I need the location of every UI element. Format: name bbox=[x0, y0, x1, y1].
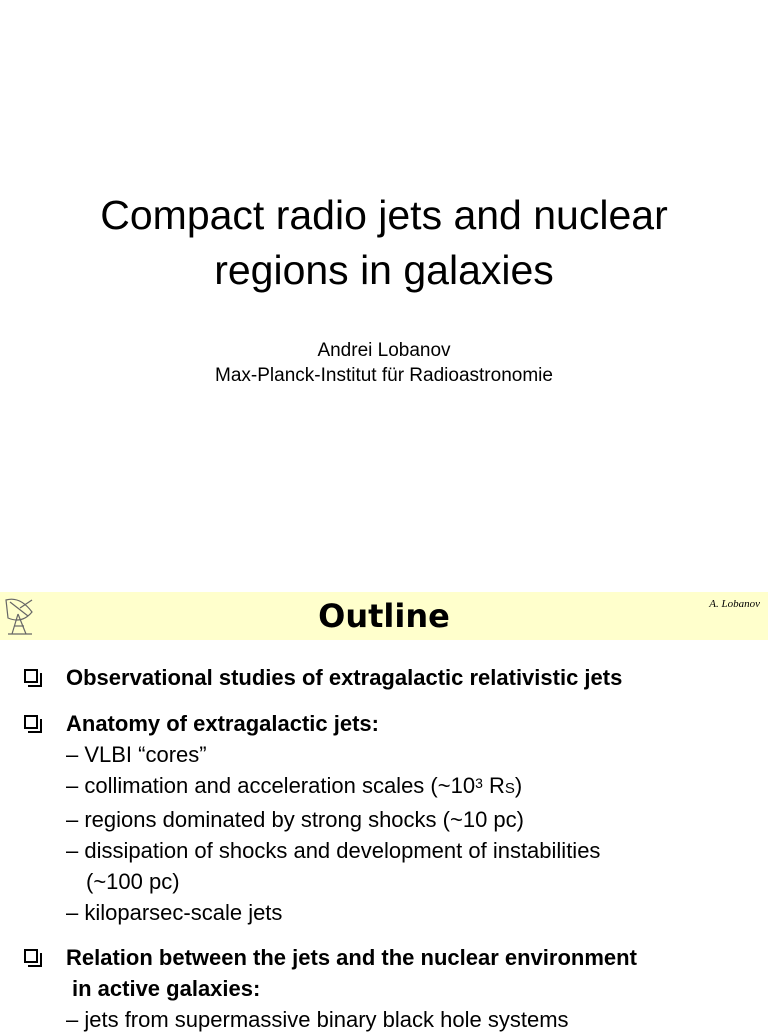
sub-item: – kiloparsec-scale jets bbox=[66, 900, 283, 925]
sub-item-continuation: (~100 pc) bbox=[86, 869, 180, 894]
slide-title bbox=[0, 188, 768, 298]
sub-item: – regions dominated by strong shocks (~10 pc) bbox=[66, 807, 524, 832]
bullet-item bbox=[0, 708, 768, 928]
bullet-text: Observational studies of extragalactic relativistic jets bbox=[66, 665, 623, 690]
bullet-text: Relation between the jets and the nuclear environment bbox=[66, 945, 637, 970]
bullet-item bbox=[0, 942, 768, 1035]
sub-item: – VLBI “cores” bbox=[66, 742, 207, 767]
header-author-tag: A. Lobanov bbox=[709, 598, 760, 610]
author-name: Andrei Lobanov bbox=[317, 340, 451, 361]
bullet-text-continuation: in active galaxies: bbox=[72, 976, 261, 1001]
checkbox-bullet-icon bbox=[24, 669, 38, 683]
author-block bbox=[0, 338, 768, 388]
sub-item: – collimation and acceleration scales ($\sim 10^3$ RS) bbox=[66, 773, 523, 798]
sub-item: – dissipation of shocks and development of instabilities bbox=[66, 838, 601, 863]
title-line-1: Compact radio jets and nuclear bbox=[100, 192, 668, 238]
author-institute: Max-Planck-Institut für Radioastronomie bbox=[215, 365, 553, 386]
sub-item: – jets from supermassive binary black hole systems bbox=[66, 1007, 569, 1032]
bullet-item bbox=[0, 662, 768, 693]
title-line-2: regions in galaxies bbox=[214, 247, 554, 293]
outline-bullet-list bbox=[0, 662, 768, 1035]
checkbox-bullet-icon bbox=[24, 715, 38, 729]
checkbox-bullet-icon bbox=[24, 949, 38, 963]
outline-heading: Outline bbox=[318, 597, 450, 635]
bullet-text: Anatomy of extragalactic jets: bbox=[66, 711, 379, 736]
